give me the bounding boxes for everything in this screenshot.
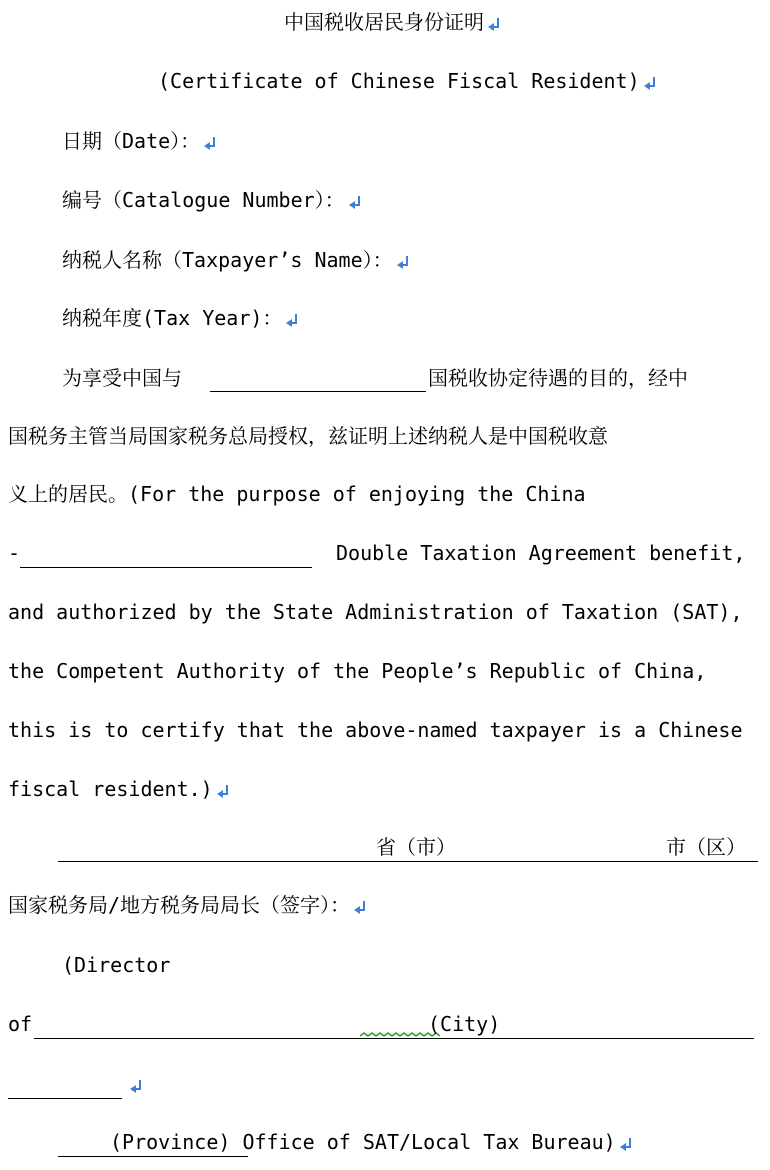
body-line-6: the Competent Authority of the People’s Republic of China, (8, 659, 707, 683)
tax-year-field: 纳税年度(Tax Year)： (62, 304, 298, 332)
paragraph-mark-icon (130, 1079, 142, 1093)
of-label: of (8, 1012, 33, 1036)
body-line-5: and authorized by the State Administration of Taxation (SAT), (8, 600, 743, 624)
paragraph-mark-icon (620, 1137, 632, 1151)
country-blank-line-en (20, 567, 312, 568)
body-line-3: 义上的居民。(For the purpose of enjoying the China (8, 482, 586, 506)
country-blank-line (210, 391, 426, 392)
body-line-7: this is to certify that the above-named taxpayer is a Chinese (8, 718, 743, 742)
office-label: (Province) Office of SAT/Local Tax Bureau) (110, 1128, 632, 1156)
date-field: 日期（Date）： (62, 127, 216, 155)
body-line-2: 国税务主管当局国家税务总局授权，兹证明上述纳税人是中国税收意 (8, 424, 608, 448)
location-blank-line (58, 861, 758, 862)
paragraph-mark-icon (204, 136, 216, 150)
catalogue-number-field: 编号（Catalogue Number）： (62, 186, 361, 214)
paragraph-mark-icon (354, 900, 366, 914)
body-line-1a: 为享受中国与 (62, 366, 182, 390)
body-line-4b: Double Taxation Agreement benefit, (336, 541, 746, 565)
empty-paragraph (126, 1070, 142, 1098)
body-line-4-dash: - (8, 541, 21, 565)
paragraph-mark-icon (644, 76, 656, 90)
paragraph-mark-icon (488, 17, 500, 31)
short-blank-line (8, 1098, 122, 1099)
city-label-en: (City) (428, 1012, 501, 1036)
body-line-8: fiscal resident.) (8, 775, 229, 803)
director-label-en: (Director (62, 953, 171, 977)
paragraph-mark-icon (397, 255, 409, 269)
paragraph-mark-icon (217, 784, 229, 798)
province-label: 省（市） (376, 835, 456, 859)
taxpayer-name-field: 纳税人名称（Taxpayer’s Name）： (62, 246, 409, 274)
paragraph-mark-icon (349, 195, 361, 209)
paragraph-mark-icon (286, 313, 298, 327)
document-title-en: (Certificate of Chinese Fiscal Resident) (158, 67, 656, 95)
city-label: 市（区） (666, 835, 746, 859)
province-blank-line (58, 1156, 248, 1157)
document-title-cn: 中国税收居民身份证明 (284, 8, 500, 36)
body-line-1b: 国税收协定待遇的目的，经中 (428, 366, 688, 390)
director-signature-label: 国家税务局/地方税务局局长（签字）： (8, 891, 366, 919)
